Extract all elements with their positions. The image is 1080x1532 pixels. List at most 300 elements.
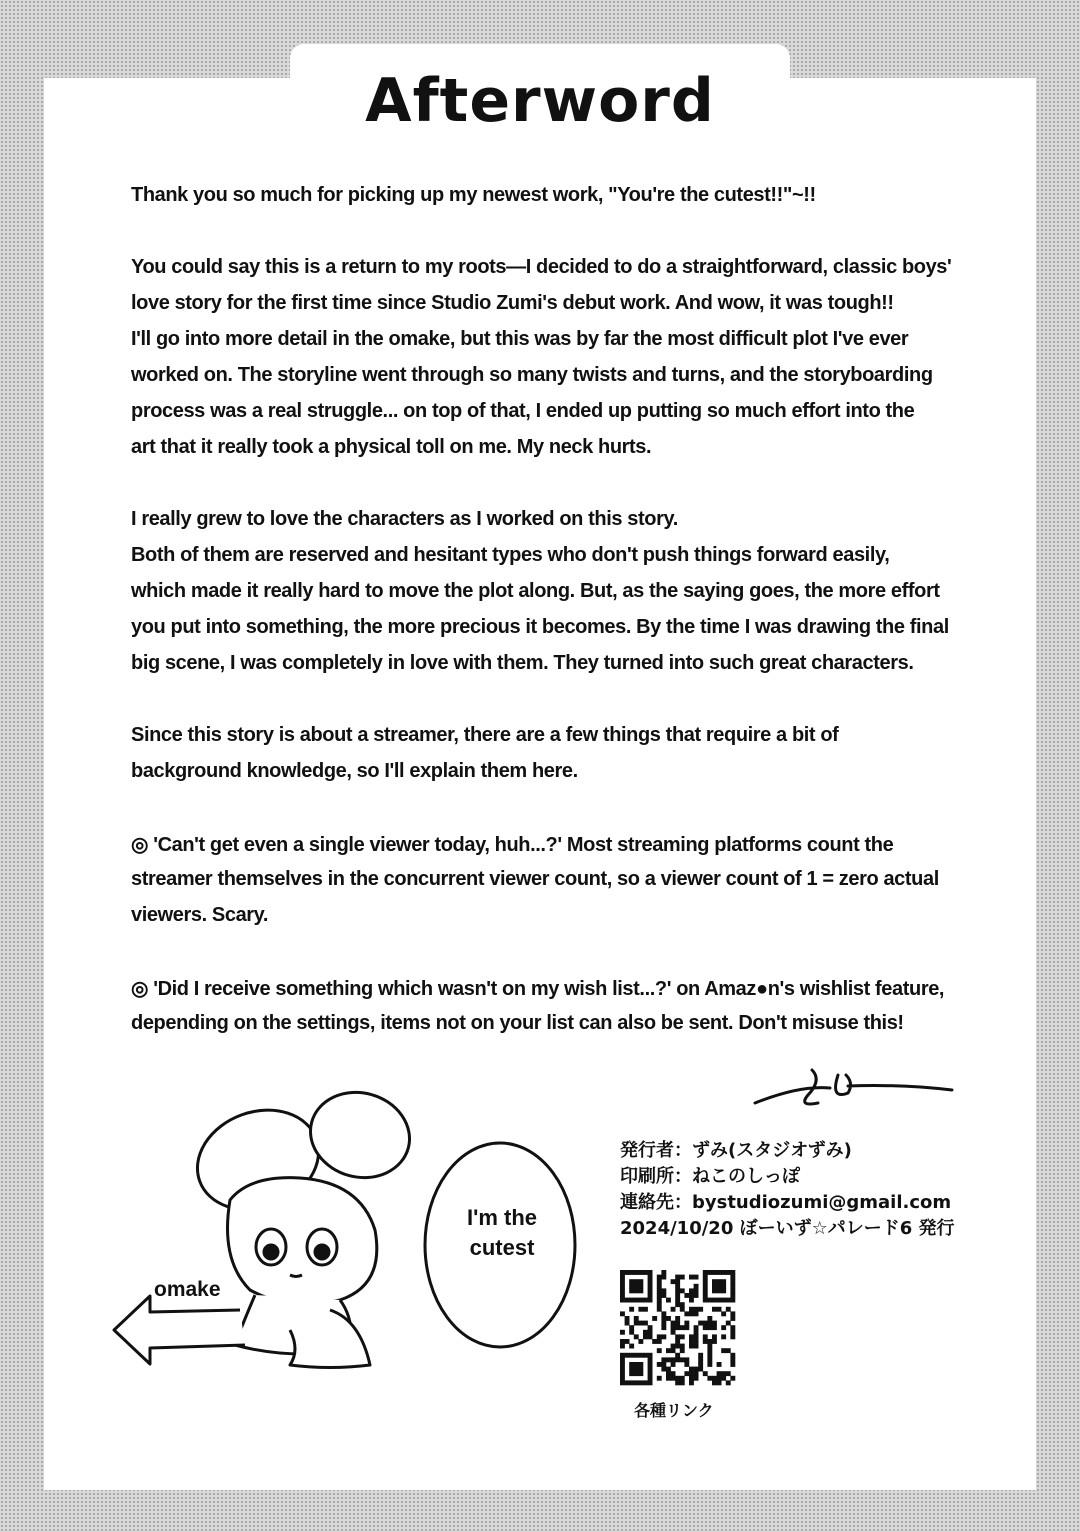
qr-module — [671, 1357, 676, 1362]
qr-module — [657, 1348, 662, 1353]
qr-module — [698, 1367, 703, 1372]
qr-module — [726, 1348, 731, 1353]
qr-module — [666, 1367, 671, 1372]
qr-module — [657, 1293, 662, 1298]
qr-module — [638, 1339, 643, 1344]
qr-module — [684, 1311, 689, 1316]
qr-module — [703, 1371, 708, 1376]
qr-module — [694, 1367, 699, 1372]
qr-module — [620, 1376, 625, 1381]
qr-module — [648, 1284, 653, 1289]
qr-module — [634, 1270, 639, 1275]
qr-module — [643, 1298, 648, 1303]
qr-module — [634, 1371, 639, 1376]
qr-module — [648, 1376, 653, 1381]
qr-module — [684, 1371, 689, 1376]
qr-module — [675, 1339, 680, 1344]
qr-module — [629, 1353, 634, 1358]
qr-module — [703, 1339, 708, 1344]
qr-module — [694, 1334, 699, 1339]
qr-module — [680, 1344, 685, 1349]
qr-module — [634, 1353, 639, 1358]
qr-module — [703, 1293, 708, 1298]
qr-module — [648, 1325, 653, 1330]
qr-module — [661, 1367, 666, 1372]
qr-module — [634, 1288, 639, 1293]
qr-module — [675, 1344, 680, 1349]
qr-module — [730, 1311, 735, 1316]
qr-module — [707, 1316, 712, 1321]
qr-module — [638, 1362, 643, 1367]
qr-module — [638, 1307, 643, 1312]
qr-module — [712, 1321, 717, 1326]
qr-module — [620, 1284, 625, 1289]
qr-module — [712, 1325, 717, 1330]
qr-module — [629, 1362, 634, 1367]
qr-module — [638, 1321, 643, 1326]
qr-module — [634, 1321, 639, 1326]
qr-module — [707, 1376, 712, 1381]
qr-module — [675, 1334, 680, 1339]
qr-module — [638, 1298, 643, 1303]
body-line: love story for the first time since Studio Zumi's debut work. And wow, it was tough!! — [131, 292, 894, 314]
qr-module — [661, 1316, 666, 1321]
qr-module — [730, 1376, 735, 1381]
qr-module — [689, 1288, 694, 1293]
qr-module — [689, 1380, 694, 1385]
qr-module — [689, 1339, 694, 1344]
qr-module — [698, 1353, 703, 1358]
qr-module — [675, 1321, 680, 1326]
qr-module — [726, 1307, 731, 1312]
qr-module — [648, 1288, 653, 1293]
qr-module — [638, 1270, 643, 1275]
qr-module — [703, 1270, 708, 1275]
qr-module — [726, 1321, 731, 1326]
qr-module — [675, 1288, 680, 1293]
qr-module — [643, 1380, 648, 1385]
qr-module — [680, 1302, 685, 1307]
qr-module — [712, 1279, 717, 1284]
qr-module — [661, 1357, 666, 1362]
qr-module — [707, 1357, 712, 1362]
qr-module — [675, 1298, 680, 1303]
qr-module — [721, 1376, 726, 1381]
qr-module — [620, 1339, 625, 1344]
qr-module — [661, 1270, 666, 1275]
qr-module — [721, 1371, 726, 1376]
qr-module — [721, 1325, 726, 1330]
qr-module — [730, 1334, 735, 1339]
qr-module — [680, 1380, 685, 1385]
qr-module — [694, 1339, 699, 1344]
qr-caption: 各種リンク — [634, 1403, 714, 1420]
qr-module — [671, 1348, 676, 1353]
qr-module — [703, 1321, 708, 1326]
body-line: worked on. The storyline went through so many twists and turns, and the storyboarding — [131, 364, 933, 386]
qr-module — [730, 1270, 735, 1275]
qr-module — [730, 1288, 735, 1293]
qr-module — [666, 1316, 671, 1321]
qr-module — [634, 1279, 639, 1284]
qr-module — [730, 1284, 735, 1289]
qr-module — [694, 1344, 699, 1349]
qr-module — [648, 1367, 653, 1372]
qr-module — [671, 1325, 676, 1330]
qr-module — [661, 1311, 666, 1316]
qr-module — [675, 1275, 680, 1280]
qr-module — [625, 1353, 630, 1358]
qr-module — [726, 1298, 731, 1303]
qr-module — [661, 1293, 666, 1298]
qr-module — [657, 1275, 662, 1280]
qr-module — [717, 1371, 722, 1376]
qr-module — [680, 1275, 685, 1280]
qr-module — [703, 1275, 708, 1280]
qr-module — [675, 1380, 680, 1385]
qr-module — [648, 1298, 653, 1303]
qr-module — [643, 1334, 648, 1339]
body-line: You could say this is a return to my roots—I decided to do a straightforward, classic boys' — [131, 256, 952, 278]
qr-module — [717, 1376, 722, 1381]
qr-module — [703, 1279, 708, 1284]
qr-module — [629, 1284, 634, 1289]
qr-module — [625, 1380, 630, 1385]
qr-module — [625, 1270, 630, 1275]
qr-module — [689, 1344, 694, 1349]
qr-module — [712, 1288, 717, 1293]
qr-module — [703, 1298, 708, 1303]
body-line: Both of them are reserved and hesitant types who don't push things forward easily, — [131, 544, 890, 566]
qr-module — [707, 1298, 712, 1303]
qr-module — [726, 1380, 731, 1385]
qr-module — [634, 1298, 639, 1303]
qr-module — [689, 1293, 694, 1298]
qr-module — [643, 1321, 648, 1326]
qr-module — [694, 1284, 699, 1289]
body-line: ◎ 'Can't get even a single viewer today, huh...?' Most streaming platforms count the — [131, 834, 894, 856]
qr-module — [712, 1380, 717, 1385]
qr-module — [620, 1275, 625, 1280]
qr-module — [721, 1298, 726, 1303]
qr-module — [648, 1270, 653, 1275]
qr-module — [707, 1362, 712, 1367]
qr-module — [684, 1362, 689, 1367]
qr-module — [684, 1325, 689, 1330]
qr-module — [671, 1371, 676, 1376]
body-line: depending on the settings, items not on your list can also be sent. Don't misuse this! — [131, 1012, 904, 1034]
qr-module — [717, 1270, 722, 1275]
qr-module — [629, 1270, 634, 1275]
qr-module — [721, 1288, 726, 1293]
qr-module — [694, 1288, 699, 1293]
qr-module — [620, 1367, 625, 1372]
qr-module — [648, 1357, 653, 1362]
qr-module — [680, 1348, 685, 1353]
qr-module — [620, 1353, 625, 1358]
qr-module — [694, 1275, 699, 1280]
qr-module — [689, 1275, 694, 1280]
qr-module — [694, 1307, 699, 1312]
contact-email: 連絡先：bystudiozumi@gmail.com — [620, 1192, 952, 1213]
colophon — [620, 1138, 955, 1242]
body-line: viewers. Scary. — [131, 904, 269, 926]
qr-module — [629, 1367, 634, 1372]
qr-module — [703, 1284, 708, 1289]
qr-module — [634, 1367, 639, 1372]
qr-module — [712, 1307, 717, 1312]
qr-module — [680, 1334, 685, 1339]
qr-module — [689, 1298, 694, 1303]
qr-module — [661, 1325, 666, 1330]
qr-module — [675, 1316, 680, 1321]
qr-module — [620, 1330, 625, 1335]
qr-module — [629, 1325, 634, 1330]
qr-module — [712, 1284, 717, 1289]
qr-module — [638, 1380, 643, 1385]
qr-module — [620, 1362, 625, 1367]
qr-module — [671, 1321, 676, 1326]
qr-module — [629, 1288, 634, 1293]
qr-module — [698, 1321, 703, 1326]
qr-module — [730, 1293, 735, 1298]
qr-module — [703, 1288, 708, 1293]
qr-module — [689, 1307, 694, 1312]
qr-module — [661, 1275, 666, 1280]
qr-module — [712, 1376, 717, 1381]
qr-module — [712, 1339, 717, 1344]
qr-module — [730, 1298, 735, 1303]
qr-module — [671, 1362, 676, 1367]
speech-line: I'm the — [466, 1205, 538, 1230]
qr-module — [675, 1293, 680, 1298]
qr-module — [657, 1339, 662, 1344]
qr-module — [712, 1334, 717, 1339]
qr-module — [652, 1316, 657, 1321]
qr-module — [680, 1357, 685, 1362]
qr-module — [717, 1362, 722, 1367]
qr-module — [643, 1353, 648, 1358]
qr-module — [620, 1371, 625, 1376]
qr-module — [675, 1279, 680, 1284]
qr-module — [661, 1334, 666, 1339]
speech-bubble-text — [462, 1203, 542, 1263]
qr-module — [671, 1344, 676, 1349]
qr-module — [634, 1284, 639, 1289]
qr-module — [620, 1270, 625, 1275]
qr-module — [652, 1339, 657, 1344]
qr-module — [657, 1334, 662, 1339]
qr-module — [712, 1298, 717, 1303]
qr-module — [657, 1288, 662, 1293]
qr-module — [666, 1357, 671, 1362]
qr-module — [703, 1325, 708, 1330]
qr-module — [721, 1348, 726, 1353]
qr-module — [625, 1321, 630, 1326]
qr-module — [726, 1270, 731, 1275]
qr-module — [694, 1325, 699, 1330]
qr-module — [671, 1330, 676, 1335]
body-line: you put into something, the more precious it becomes. By the time I was drawing the final — [131, 616, 949, 638]
qr-module — [684, 1321, 689, 1326]
qr-module — [634, 1380, 639, 1385]
qr-module — [707, 1325, 712, 1330]
qr-module — [689, 1334, 694, 1339]
qr-module — [717, 1279, 722, 1284]
qr-module — [717, 1284, 722, 1289]
qr-module — [684, 1293, 689, 1298]
qr-module — [730, 1357, 735, 1362]
qr-module — [675, 1357, 680, 1362]
qr-module — [620, 1357, 625, 1362]
qr-module — [707, 1339, 712, 1344]
qr-module — [689, 1371, 694, 1376]
qr-module — [671, 1376, 676, 1381]
qr-module — [721, 1334, 726, 1339]
qr-module — [689, 1376, 694, 1381]
qr-module — [643, 1270, 648, 1275]
qr-module — [717, 1288, 722, 1293]
qr-module — [629, 1279, 634, 1284]
qr-module — [657, 1302, 662, 1307]
qr-module — [625, 1339, 630, 1344]
printer: 印刷所：ねこのしっぽ — [620, 1166, 800, 1187]
qr-module — [629, 1307, 634, 1312]
qr-module — [703, 1334, 708, 1339]
qr-module — [634, 1334, 639, 1339]
qr-module — [707, 1353, 712, 1358]
qr-module — [638, 1284, 643, 1289]
qr-module — [638, 1371, 643, 1376]
qr-module — [675, 1376, 680, 1381]
qr-module — [638, 1367, 643, 1372]
qr-module — [666, 1376, 671, 1381]
qr-module — [694, 1371, 699, 1376]
qr-module — [657, 1362, 662, 1367]
qr-module — [717, 1298, 722, 1303]
qr-module — [721, 1279, 726, 1284]
body-line: streamer themselves in the concurrent viewer count, so a viewer count of 1 = zero actual — [131, 868, 939, 890]
qr-module — [698, 1362, 703, 1367]
qr-module — [643, 1307, 648, 1312]
qr-module — [730, 1325, 735, 1330]
qr-module — [730, 1353, 735, 1358]
qr-module — [648, 1293, 653, 1298]
speech-line: cutest — [469, 1235, 535, 1260]
qr-module — [707, 1344, 712, 1349]
qr-module — [730, 1362, 735, 1367]
qr-module — [721, 1270, 726, 1275]
qr-module — [675, 1353, 680, 1358]
qr-module — [620, 1279, 625, 1284]
qr-module — [684, 1357, 689, 1362]
qr-module — [680, 1307, 685, 1312]
qr-module — [620, 1293, 625, 1298]
qr-module — [648, 1371, 653, 1376]
qr-module — [657, 1279, 662, 1284]
qr-module — [689, 1367, 694, 1372]
qr-module — [629, 1371, 634, 1376]
omake-arrow-icon — [114, 1296, 245, 1364]
qr-module — [707, 1270, 712, 1275]
body-line: background knowledge, so I'll explain them here. — [131, 760, 578, 782]
qr-module — [657, 1298, 662, 1303]
qr-module — [620, 1311, 625, 1316]
qr-module — [643, 1330, 648, 1335]
qr-module — [730, 1330, 735, 1335]
qr-module — [648, 1330, 653, 1335]
body-line: which made it really hard to move the plot along. But, as the saying goes, the more effort — [131, 580, 940, 602]
qr-module — [712, 1270, 717, 1275]
qr-module — [671, 1279, 676, 1284]
qr-module — [629, 1344, 634, 1349]
qr-module — [634, 1316, 639, 1321]
qr-module — [629, 1380, 634, 1385]
qr-module — [648, 1362, 653, 1367]
body-line: Since this story is about a streamer, there are a few things that require a bit of — [131, 724, 839, 746]
body-line: big scene, I was completely in love with them. They turned into such great characters. — [131, 652, 914, 674]
body-line: process was a real struggle... on top of that, I ended up putting so much effort into the — [131, 400, 915, 422]
qr-module — [726, 1371, 731, 1376]
qr-module — [666, 1371, 671, 1376]
signature-scribble — [755, 1070, 952, 1104]
publication-date: 2024/10/20 ぼーいず☆パレード6 発行 — [620, 1218, 955, 1239]
qr-module — [666, 1348, 671, 1353]
body-line: ◎ 'Did I receive something which wasn't on my wish list...?' on Amaz●n's wishlist feature, — [131, 978, 945, 1000]
qr-module — [629, 1298, 634, 1303]
body-line: I really grew to love the characters as I worked on this story. — [131, 508, 678, 530]
body-line: art that it really took a physical toll on me. My neck hurts. — [131, 436, 652, 458]
publisher: 発行者：ずみ(スタジオずみ) — [620, 1140, 852, 1161]
qr-module — [680, 1376, 685, 1381]
qr-module — [661, 1362, 666, 1367]
qr-module — [638, 1353, 643, 1358]
qr-module — [657, 1307, 662, 1312]
body-line: Thank you so much for picking up my newest work, "You're the cutest!!"~!! — [131, 184, 816, 206]
qr-module — [694, 1293, 699, 1298]
qr-module — [707, 1321, 712, 1326]
qr-module — [648, 1334, 653, 1339]
qr-module — [680, 1325, 685, 1330]
page-title: Afterword — [365, 66, 715, 136]
qr-module — [657, 1376, 662, 1381]
qr-module — [675, 1325, 680, 1330]
qr-module — [638, 1279, 643, 1284]
qr-module — [707, 1348, 712, 1353]
qr-module — [648, 1279, 653, 1284]
qr-module — [730, 1279, 735, 1284]
qr-module — [721, 1284, 726, 1289]
qr-module — [698, 1357, 703, 1362]
qr-module — [629, 1330, 634, 1335]
qr-module — [620, 1298, 625, 1303]
qr-module — [648, 1353, 653, 1358]
qr-module — [638, 1288, 643, 1293]
qr-module — [625, 1316, 630, 1321]
qr-module — [620, 1380, 625, 1385]
qr-module — [694, 1311, 699, 1316]
qr-module — [694, 1376, 699, 1381]
qr-module — [717, 1380, 722, 1385]
qr-module — [730, 1316, 735, 1321]
qr-module — [694, 1330, 699, 1335]
qr-module — [671, 1307, 676, 1312]
qr-code — [620, 1270, 735, 1385]
qr-module — [675, 1284, 680, 1289]
qr-module — [661, 1321, 666, 1326]
body-line: I'll go into more detail in the omake, but this was by far the most difficult plot I've ever — [131, 328, 909, 350]
qr-module — [634, 1362, 639, 1367]
